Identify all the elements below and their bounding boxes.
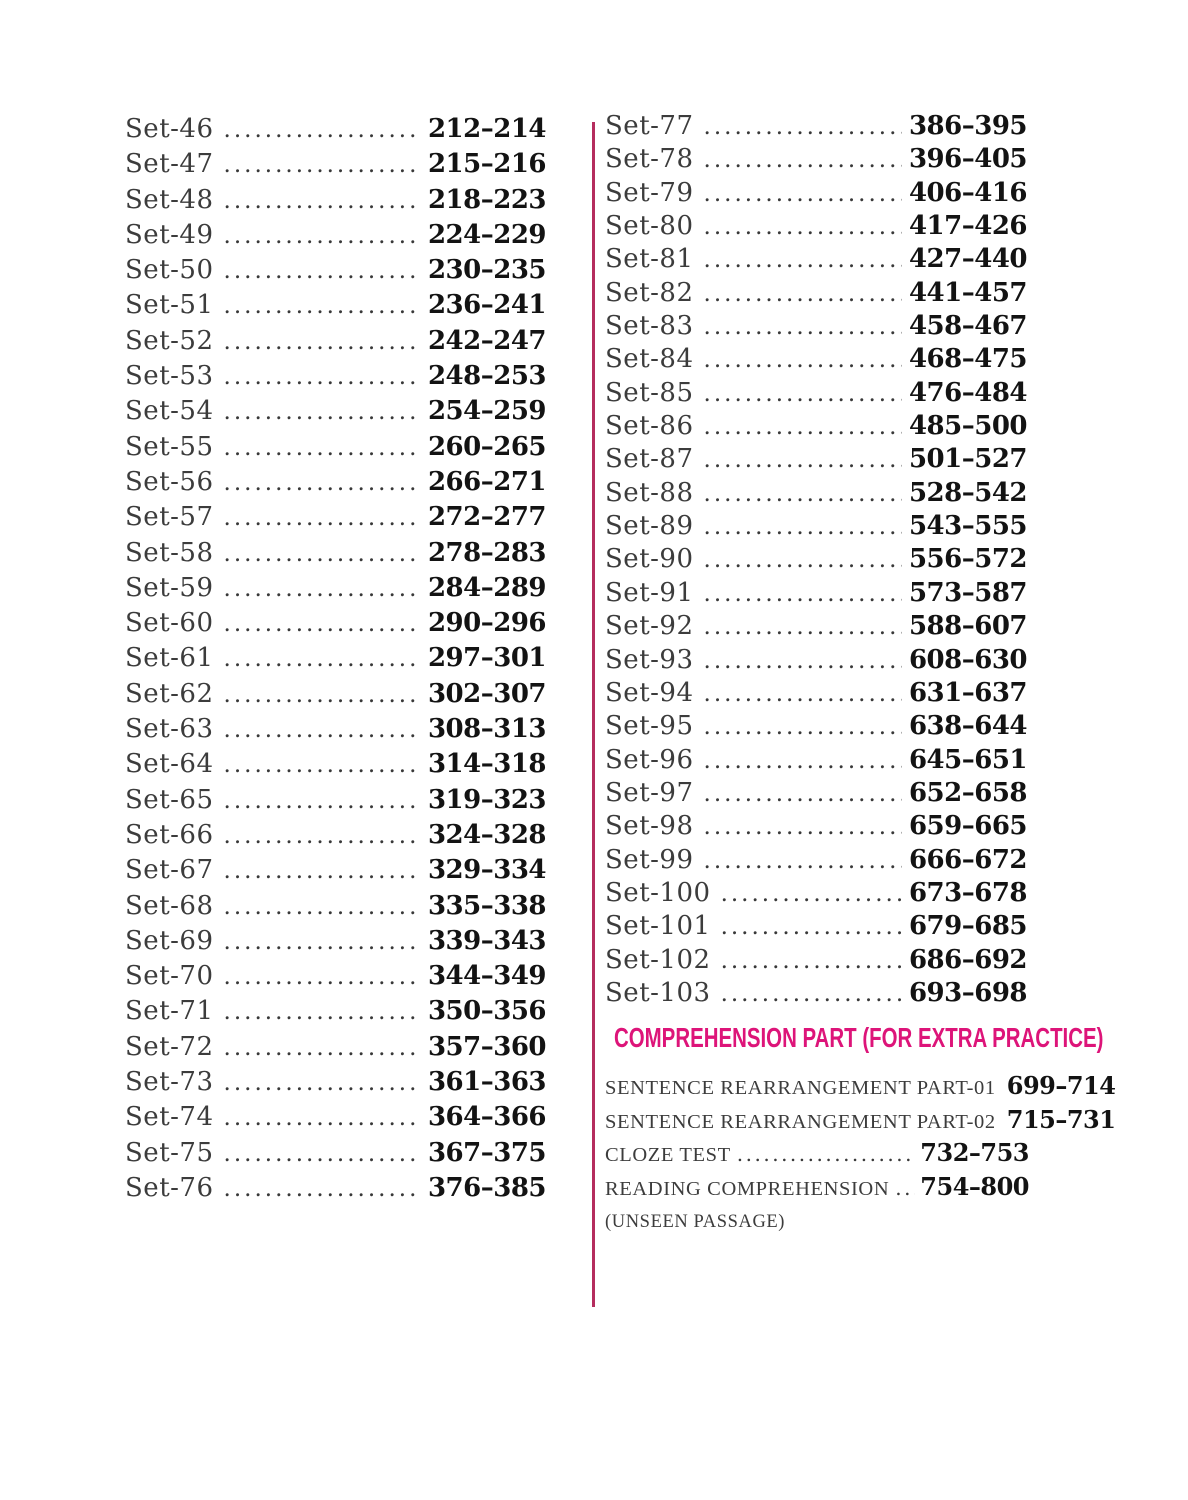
dot-leader — [704, 648, 902, 674]
dot-leader — [895, 1176, 915, 1200]
toc-entry-label: Set-71 — [125, 996, 214, 1027]
dot-leader — [704, 748, 902, 774]
dot-leader — [224, 752, 421, 778]
toc-entry — [605, 344, 1027, 377]
toc-entry — [125, 361, 546, 396]
toc-entry-pages: 376–385 — [427, 1172, 546, 1203]
toc-entry-label: Set-88 — [605, 477, 694, 508]
toc-entry — [125, 432, 546, 467]
dot-leader — [704, 814, 902, 840]
toc-left-column — [125, 114, 546, 1208]
toc-entry-pages: 350–356 — [427, 996, 546, 1027]
toc-entry-label: Set-93 — [605, 644, 694, 675]
toc-entry-pages: 556–572 — [908, 544, 1027, 575]
toc-entry — [125, 679, 546, 714]
toc-entry-label: READING COMPREHENSION — [605, 1177, 890, 1200]
toc-entry-pages: 396–405 — [908, 144, 1027, 175]
dot-leader — [224, 435, 421, 461]
toc-entry-label: Set-89 — [605, 511, 694, 542]
toc-entry — [605, 378, 1027, 411]
toc-entry-label: Set-55 — [125, 431, 214, 462]
dot-leader — [224, 329, 421, 355]
dot-leader — [224, 999, 421, 1025]
toc-entry — [125, 326, 546, 361]
toc-entry-pages: 314–318 — [427, 749, 546, 780]
toc-entry-label: Set-64 — [125, 749, 214, 780]
dot-leader — [704, 848, 902, 874]
toc-entry-label: Set-72 — [125, 1031, 214, 1062]
dot-leader — [704, 481, 902, 507]
toc-entry — [605, 878, 1027, 911]
toc-entry-pages: 638–644 — [908, 711, 1027, 742]
toc-entry-label: Set-77 — [605, 111, 694, 141]
toc-entry-pages: 458–467 — [908, 311, 1027, 342]
dot-leader — [704, 781, 902, 807]
toc-entry-label: Set-95 — [605, 711, 694, 742]
toc-entry — [605, 211, 1027, 244]
toc-entry — [605, 711, 1027, 744]
toc-entry-label: Set-100 — [605, 877, 711, 908]
toc-entry-pages: 260–265 — [427, 431, 546, 462]
dot-leader — [704, 581, 902, 607]
toc-entry — [125, 1138, 546, 1173]
toc-entry-label: Set-94 — [605, 677, 694, 708]
toc-entry-label: CLOZE TEST — [605, 1144, 731, 1167]
toc-entry — [125, 114, 546, 149]
toc-entry — [605, 444, 1027, 477]
dot-leader — [224, 399, 421, 425]
toc-entry-pages: 673–678 — [908, 877, 1027, 908]
toc-entry-pages: 686–692 — [908, 944, 1027, 975]
dot-leader — [704, 347, 902, 373]
dot-leader — [704, 114, 902, 140]
toc-entry-label: Set-99 — [605, 844, 694, 875]
toc-entry-label: Set-70 — [125, 961, 214, 992]
toc-entry-pages: 367–375 — [427, 1137, 546, 1168]
dot-leader — [721, 881, 902, 907]
toc-entry — [125, 396, 546, 431]
toc-entry — [605, 178, 1027, 211]
toc-entry — [605, 911, 1027, 944]
toc-entry-pages: 528–542 — [908, 477, 1027, 508]
toc-entry — [125, 538, 546, 573]
toc-entry-pages: 308–313 — [427, 714, 546, 745]
toc-entry-label: Set-68 — [125, 890, 214, 921]
toc-entry-label: Set-76 — [125, 1172, 214, 1203]
dot-leader — [704, 414, 902, 440]
toc-entry — [605, 778, 1027, 811]
toc-entry-label: Set-75 — [125, 1137, 214, 1168]
comprehension-section — [605, 1022, 1116, 1233]
dot-leader — [224, 117, 421, 143]
toc-entry — [125, 1173, 546, 1208]
toc-entry-label: Set-61 — [125, 643, 214, 674]
toc-entry-label: Set-74 — [125, 1102, 214, 1133]
dot-leader — [224, 1141, 421, 1167]
toc-entry-label: Set-59 — [125, 572, 214, 603]
toc-entry-label: Set-96 — [605, 744, 694, 775]
dot-leader — [224, 894, 421, 920]
toc-entry-pages: 476–484 — [908, 377, 1027, 408]
dot-leader — [224, 646, 421, 672]
column-divider — [592, 122, 595, 1307]
toc-entry — [605, 244, 1027, 277]
toc-entry-pages: 361–363 — [427, 1067, 546, 1098]
toc-entry — [605, 278, 1027, 311]
toc-entry-pages: 272–277 — [427, 502, 546, 533]
toc-entry-label: Set-84 — [605, 344, 694, 375]
dot-leader — [224, 611, 421, 637]
toc-entry-pages: 386–395 — [908, 111, 1027, 141]
toc-entry — [605, 811, 1027, 844]
toc-entry — [605, 411, 1027, 444]
toc-entry-label: Set-47 — [125, 149, 214, 180]
unseen-passage-note: (UNSEEN PASSAGE) — [605, 1212, 786, 1233]
toc-entry-pages: 224–229 — [427, 219, 546, 250]
comprehension-heading: COMPREHENSION PART (FOR EXTRA PRACTICE) — [614, 1022, 1104, 1053]
toc-entry-pages: 319–323 — [427, 784, 546, 815]
toc-entry-pages: 693–698 — [908, 977, 1027, 1008]
toc-entry-label: Set-56 — [125, 466, 214, 497]
toc-entry-pages: 230–235 — [427, 255, 546, 286]
toc-entry-pages: 364–366 — [427, 1102, 546, 1133]
toc-entry — [125, 749, 546, 784]
dot-leader — [224, 505, 421, 531]
toc-entry-label: Set-69 — [125, 925, 214, 956]
toc-entry — [125, 714, 546, 749]
toc-entry — [125, 1032, 546, 1067]
dot-leader — [704, 214, 902, 240]
toc-entry — [125, 502, 546, 537]
toc-entry — [125, 891, 546, 926]
dot-leader — [224, 682, 421, 708]
toc-entry-pages: 406–416 — [908, 177, 1027, 208]
toc-entry-label: Set-92 — [605, 611, 694, 642]
dot-leader — [224, 364, 421, 390]
toc-entry — [125, 149, 546, 184]
dot-leader — [704, 314, 902, 340]
toc-entry-label: Set-85 — [605, 377, 694, 408]
toc-entry-label: Set-63 — [125, 714, 214, 745]
toc-entry-label: Set-66 — [125, 819, 214, 850]
dot-leader — [224, 258, 421, 284]
dot-leader — [704, 247, 902, 273]
toc-entry-pages: 218–223 — [427, 184, 546, 215]
dot-leader — [721, 981, 902, 1007]
toc-entry — [125, 185, 546, 220]
toc-entry-pages: 278–283 — [427, 537, 546, 568]
toc-entry-label: Set-98 — [605, 811, 694, 842]
toc-entry-label: Set-53 — [125, 361, 214, 392]
toc-entry-pages: 468–475 — [908, 344, 1027, 375]
toc-entry — [605, 845, 1027, 878]
toc-entry-label: Set-97 — [605, 777, 694, 808]
toc-entry-label: SENTENCE REARRANGEMENT PART-01 — [605, 1077, 996, 1099]
toc-entry-label: Set-91 — [605, 577, 694, 608]
toc-entry — [605, 544, 1027, 577]
toc-entry-pages: 266–271 — [427, 466, 546, 497]
toc-entry — [605, 1138, 1029, 1172]
dot-leader — [224, 541, 421, 567]
toc-entry-pages: 631–637 — [908, 677, 1027, 708]
toc-entry-pages: 254–259 — [427, 396, 546, 427]
dot-leader — [704, 447, 902, 473]
dot-leader — [224, 152, 421, 178]
toc-entry-label: Set-102 — [605, 944, 711, 975]
toc-entry-pages: 357–360 — [427, 1031, 546, 1062]
toc-entry-pages: 324–328 — [427, 819, 546, 850]
toc-entry-pages: 212–214 — [427, 114, 546, 144]
dot-leader — [224, 964, 421, 990]
dot-leader — [224, 929, 421, 955]
toc-entry — [125, 820, 546, 855]
toc-right-column — [605, 111, 1027, 1011]
toc-entry — [125, 961, 546, 996]
toc-entry-pages: 215–216 — [427, 149, 546, 180]
toc-entry — [605, 578, 1027, 611]
toc-entry-pages: 573–587 — [908, 577, 1027, 608]
toc-entry-label: Set-49 — [125, 219, 214, 250]
toc-entry-pages: 501–527 — [908, 444, 1027, 475]
toc-entry — [605, 1104, 1116, 1139]
toc-entry — [125, 926, 546, 961]
dot-leader — [224, 188, 421, 214]
toc-entry — [125, 1102, 546, 1137]
toc-entry-label: Set-83 — [605, 311, 694, 342]
toc-entry-pages: 335–338 — [427, 890, 546, 921]
toc-entry-label: Set-65 — [125, 784, 214, 815]
toc-entry-label: Set-67 — [125, 855, 214, 886]
toc-entry — [125, 220, 546, 255]
toc-entry-pages: 608–630 — [908, 644, 1027, 675]
dot-leader — [737, 1142, 916, 1166]
toc-entry-pages: 297–301 — [427, 643, 546, 674]
toc-entry-label: Set-90 — [605, 544, 694, 575]
comprehension-entries — [605, 1071, 1116, 1205]
toc-entry — [605, 511, 1027, 544]
dot-leader — [704, 147, 902, 173]
dot-leader — [224, 470, 421, 496]
toc-entry-pages: 699–714 — [1006, 1071, 1116, 1100]
toc-entry — [605, 144, 1027, 177]
dot-leader — [704, 514, 902, 540]
toc-entry — [125, 608, 546, 643]
toc-entry-label: Set-57 — [125, 502, 214, 533]
dot-leader — [224, 293, 421, 319]
dot-leader — [704, 614, 902, 640]
dot-leader — [704, 381, 902, 407]
toc-entry — [125, 785, 546, 820]
toc-entry-pages: 659–665 — [908, 811, 1027, 842]
dot-leader — [224, 717, 421, 743]
toc-entry-label: Set-46 — [125, 114, 214, 144]
toc-entry-pages: 715–731 — [1006, 1104, 1116, 1134]
toc-entry-pages: 290–296 — [427, 608, 546, 639]
dot-leader — [224, 1105, 421, 1131]
dot-leader — [721, 914, 902, 940]
dot-leader — [224, 223, 421, 249]
toc-entry-label: Set-82 — [605, 277, 694, 308]
toc-entry-pages: 329–334 — [427, 855, 546, 886]
toc-entry-pages: 417–426 — [908, 211, 1027, 242]
toc-entry-label: Set-103 — [605, 977, 711, 1008]
toc-entry-label: Set-62 — [125, 678, 214, 709]
toc-entry-pages: 339–343 — [427, 925, 546, 956]
toc-entry-label: Set-79 — [605, 177, 694, 208]
dot-leader — [224, 788, 421, 814]
dot-leader — [224, 823, 421, 849]
toc-entry — [125, 855, 546, 890]
toc-entry — [605, 745, 1027, 778]
dot-leader — [704, 714, 902, 740]
toc-entry-label: Set-81 — [605, 244, 694, 275]
toc-entry — [125, 255, 546, 290]
toc-entry — [605, 611, 1027, 644]
toc-entry-label: Set-80 — [605, 211, 694, 242]
toc-entry — [605, 111, 1027, 144]
dot-leader — [224, 1035, 421, 1061]
toc-entry — [125, 1067, 546, 1102]
toc-entry-label: Set-60 — [125, 608, 214, 639]
toc-entry-pages: 666–672 — [908, 844, 1027, 875]
toc-entry-pages: 284–289 — [427, 572, 546, 603]
toc-entry — [125, 290, 546, 325]
dot-leader — [224, 858, 421, 884]
toc-entry-pages: 754–800 — [920, 1171, 1029, 1201]
toc-entry-label: Set-101 — [605, 911, 711, 942]
dot-leader — [721, 948, 902, 974]
toc-entry-label: Set-52 — [125, 325, 214, 356]
toc-entry — [605, 1071, 1116, 1105]
toc-entry-label: Set-51 — [125, 290, 214, 321]
toc-entry-pages: 236–241 — [427, 290, 546, 321]
toc-entry-label: Set-50 — [125, 255, 214, 286]
dot-leader — [704, 181, 902, 207]
toc-entry-label: SENTENCE REARRANGEMENT PART-02 — [605, 1110, 996, 1133]
dot-leader — [704, 547, 902, 573]
toc-entry-label: Set-58 — [125, 537, 214, 568]
dot-leader — [704, 281, 902, 307]
toc-entry — [125, 467, 546, 502]
toc-entry — [605, 678, 1027, 711]
toc-entry-pages: 485–500 — [908, 411, 1027, 442]
toc-entry — [125, 643, 546, 678]
dot-leader — [224, 576, 421, 602]
toc-entry — [125, 573, 546, 608]
toc-entry — [605, 978, 1027, 1011]
dot-leader — [224, 1070, 421, 1096]
toc-entry — [605, 478, 1027, 511]
toc-entry-pages: 543–555 — [908, 511, 1027, 542]
toc-entry-label: Set-54 — [125, 396, 214, 427]
toc-entry — [605, 645, 1027, 678]
toc-entry — [605, 311, 1027, 344]
toc-entry-pages: 242–247 — [427, 325, 546, 356]
toc-entry-pages: 427–440 — [908, 244, 1027, 275]
toc-entry-pages: 441–457 — [908, 277, 1027, 308]
toc-entry — [125, 996, 546, 1031]
toc-entry-pages: 248–253 — [427, 361, 546, 392]
toc-entry — [605, 945, 1027, 978]
toc-entry-pages: 652–658 — [908, 777, 1027, 808]
dot-leader — [704, 681, 902, 707]
toc-entry — [605, 1172, 1029, 1206]
toc-entry-pages: 344–349 — [427, 961, 546, 992]
dot-leader — [224, 1176, 421, 1202]
toc-entry-label: Set-86 — [605, 411, 694, 442]
toc-entry-pages: 645–651 — [908, 744, 1027, 775]
toc-entry-label: Set-87 — [605, 444, 694, 475]
toc-entry-label: Set-78 — [605, 144, 694, 175]
toc-entry-label: Set-73 — [125, 1067, 214, 1098]
toc-entry-pages: 732–753 — [920, 1138, 1029, 1168]
toc-entry-pages: 588–607 — [908, 611, 1027, 642]
toc-entry-pages: 302–307 — [427, 678, 546, 709]
toc-entry-pages: 679–685 — [908, 911, 1027, 942]
toc-entry-label: Set-48 — [125, 184, 214, 215]
